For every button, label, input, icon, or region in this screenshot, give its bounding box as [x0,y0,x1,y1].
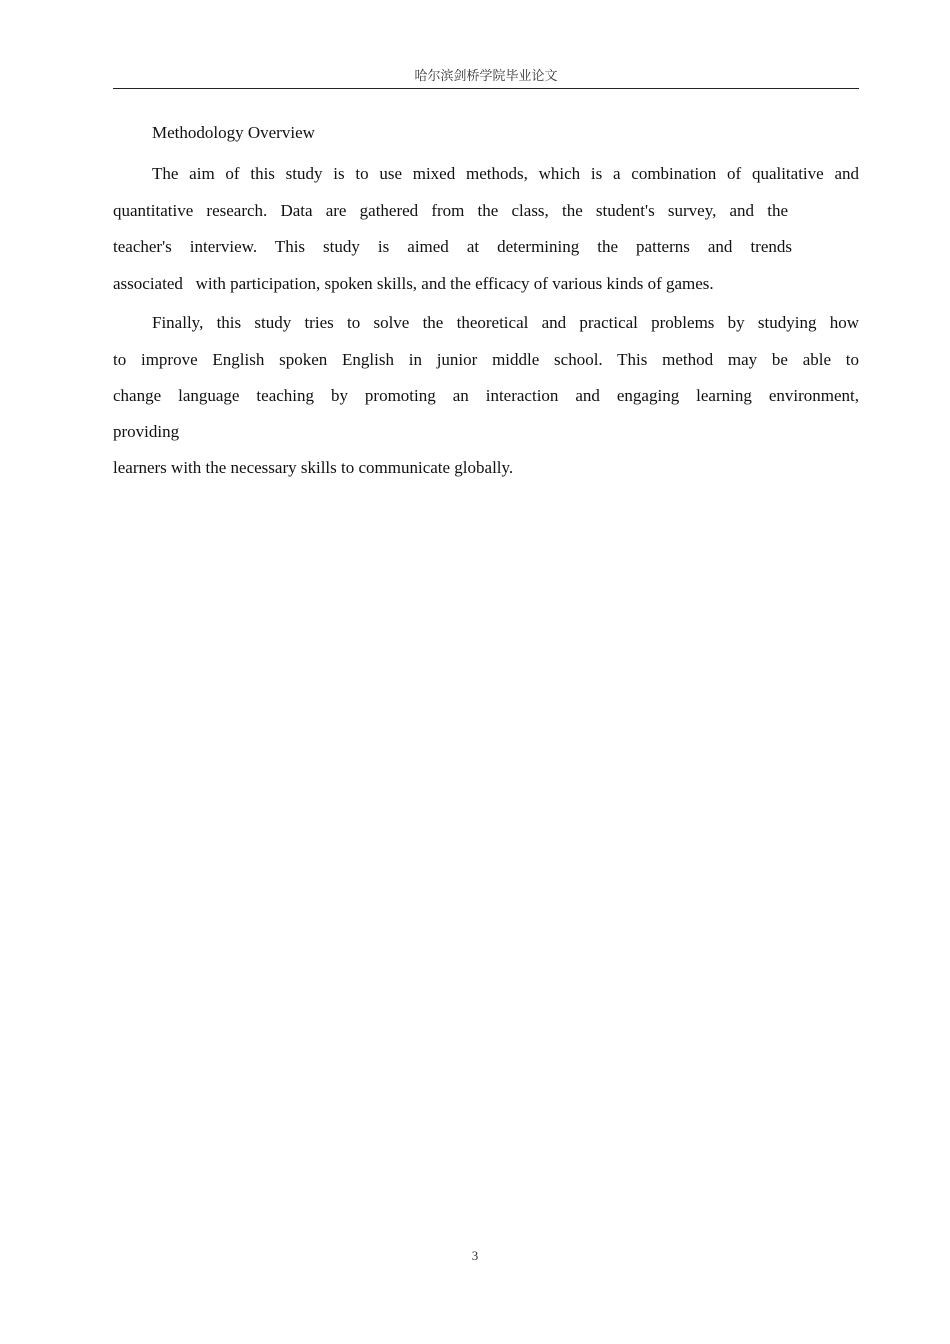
paragraph-2-line-5: learners with the necessary skills to communicate globally. [113,458,514,477]
paragraph-1-line-3: teacher's interview. This study is aimed at determining the patterns and trends [113,237,792,256]
section-heading: Methodology Overview [152,123,315,142]
paragraph-2-line-1: Finally, this study tries to solve the theoretical and practical problems by studying how [152,313,859,332]
paragraph-1-line-4: associated with participation, spoken skills, and the efficacy of various kinds of games. [113,274,714,293]
page-number: 3 [471,1248,479,1263]
paragraph-1-line-2: quantitative research. Data are gathered from the class, the student's survey, and the [113,201,788,220]
paragraph-2-line-4: providing [113,422,180,441]
header-title: 哈尔滨剑桥学院毕业论文 [414,68,558,83]
page-header [113,66,859,89]
paragraph-1-line-1: The aim of this study is to use mixed methods, which is a combination of qualitative and [152,164,859,183]
paragraph-2-line-2: to improve English spoken English in junior middle school. This method may be able to [113,350,859,369]
paragraph-2-line-3: change language teaching by promoting an interaction and engaging learning environment, [113,386,859,405]
